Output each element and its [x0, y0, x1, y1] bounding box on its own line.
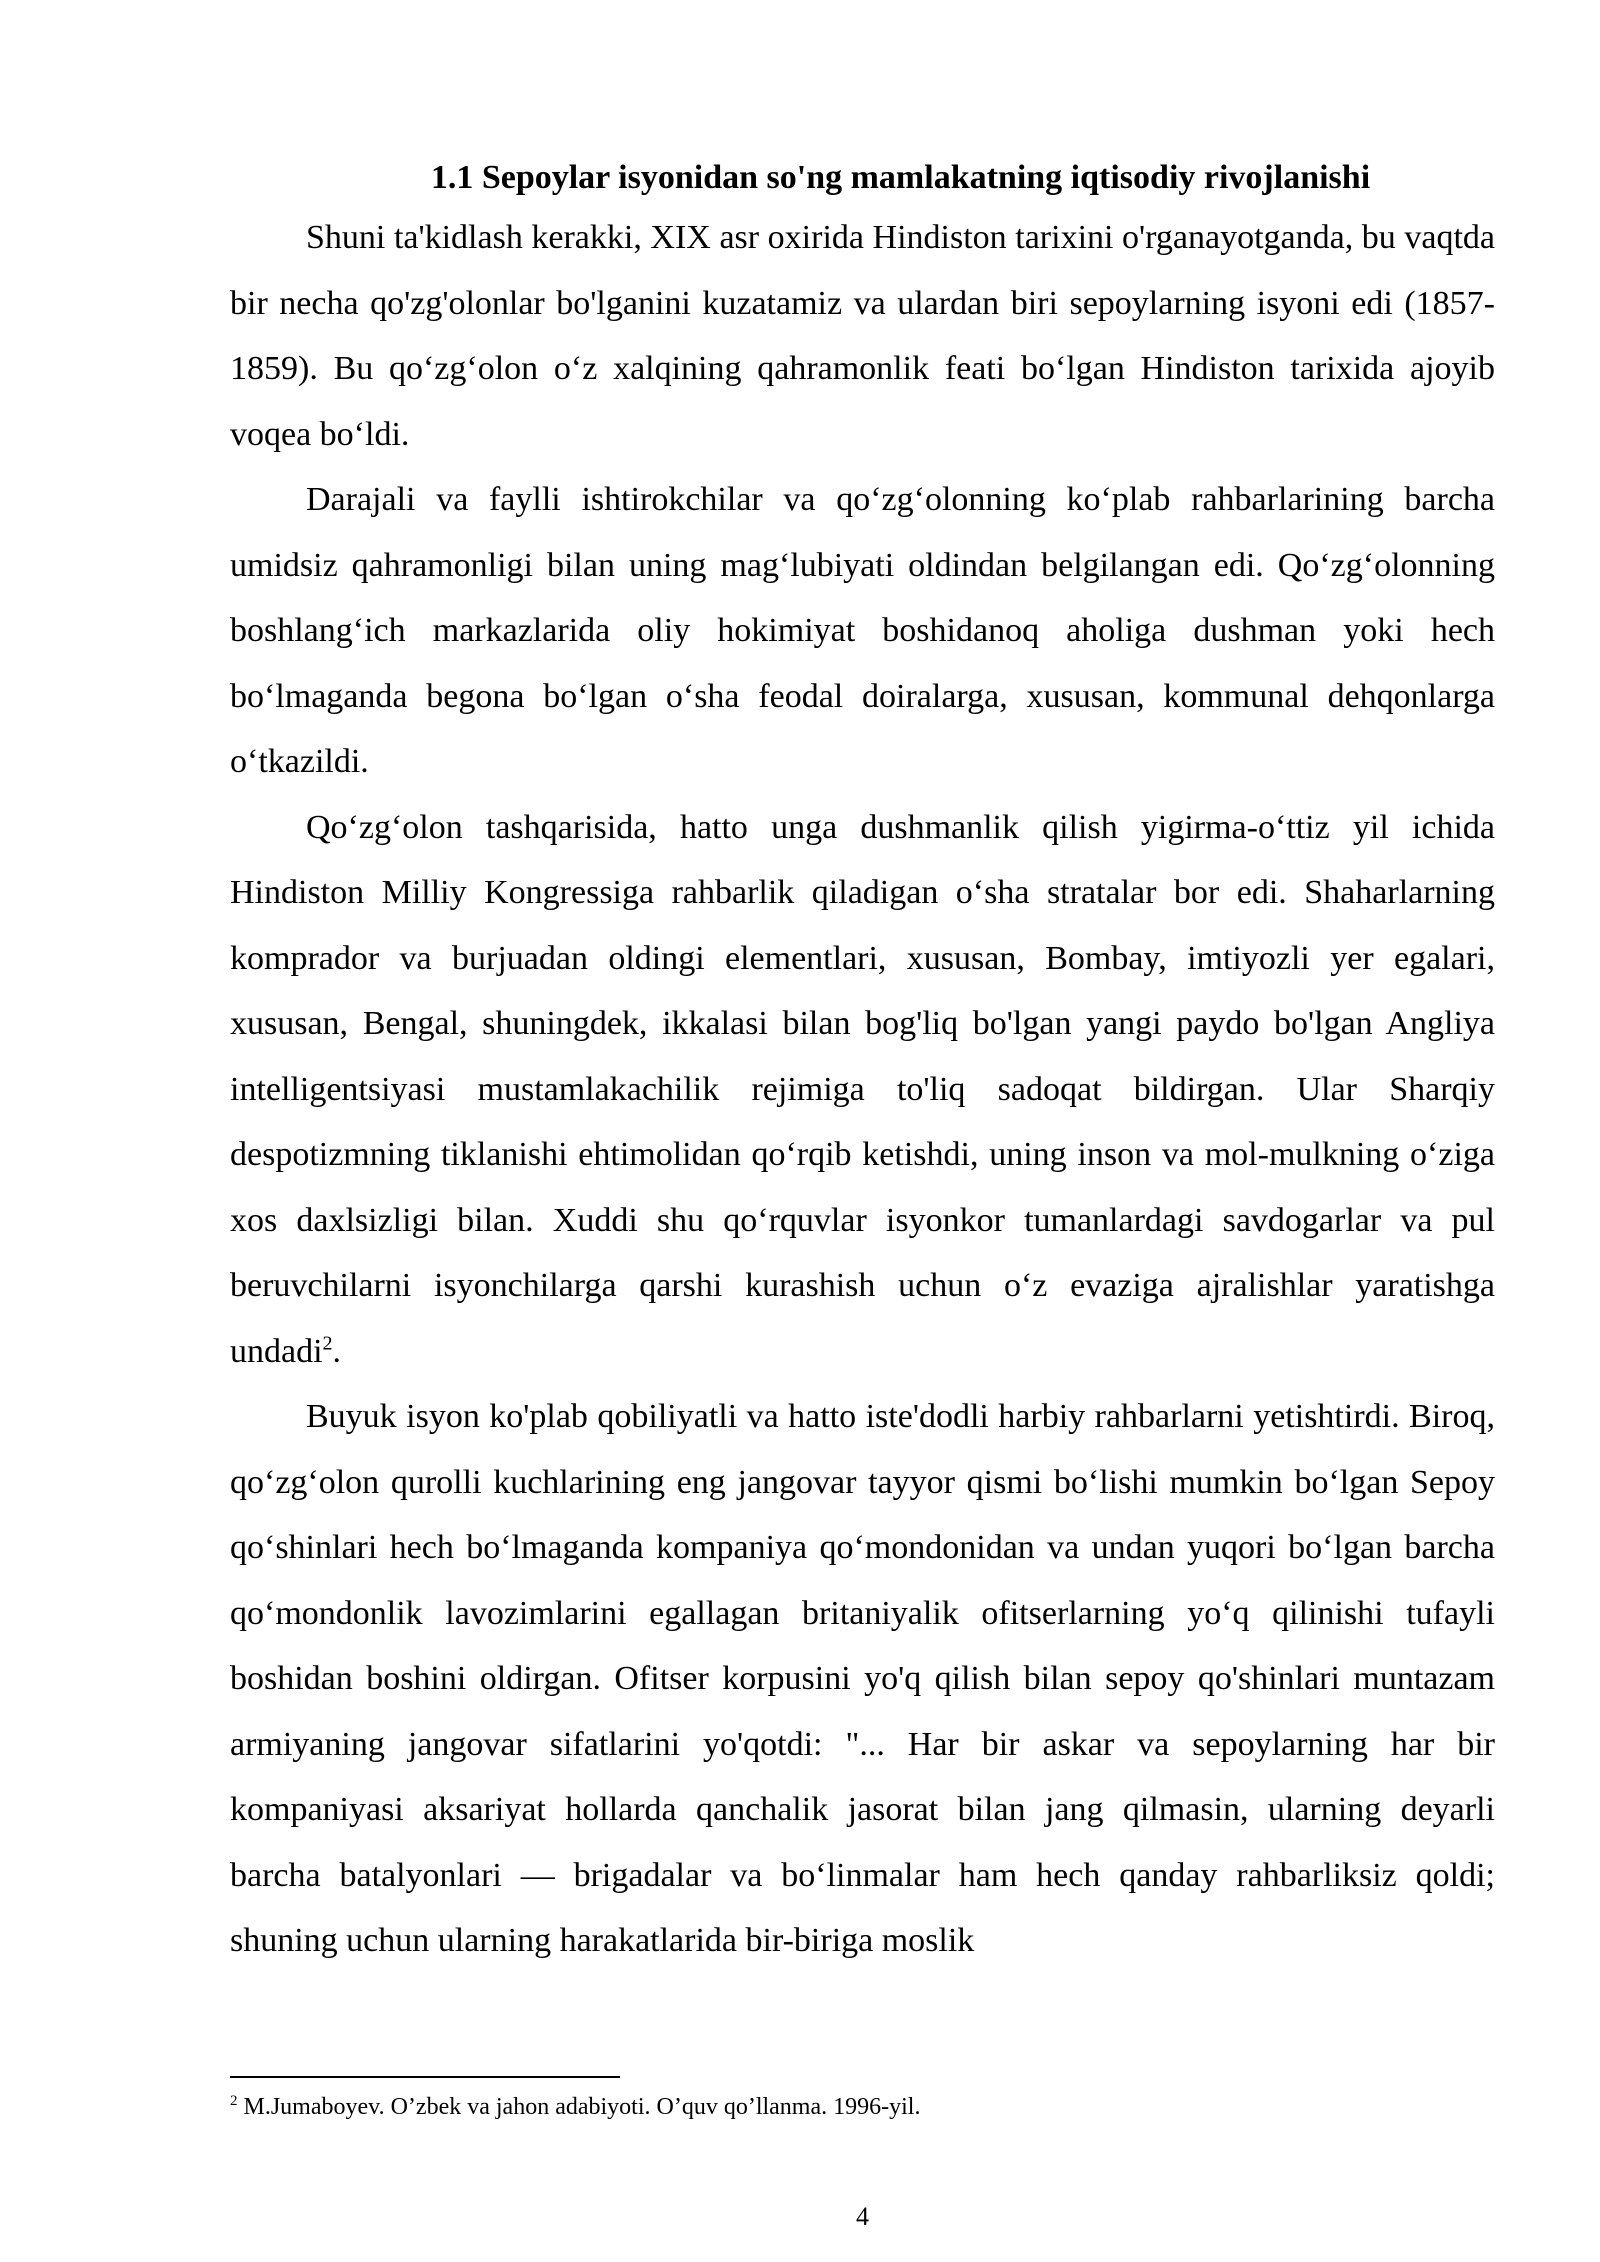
footnote-text: M.Jumaboyev. O’zbek va jahon adabiyoti. O’quv qo’llanma. 1996-yil. — [243, 2094, 921, 2120]
paragraph-1: Shuni ta'kidlash kerakki, XIX asr oxirida Hindiston tarixini o'rganayotganda, bu vaqtda bir necha qo'zg'olonlar bo'lganini kuzatamiz va ulardan biri sepoylarning isyoni edi (1857-1859). Bu qo‘zg‘olon o‘z xalqining qahramonlik feati bo‘lgan Hindiston tarixida ajoyib voqea bo‘ldi. — [230, 219, 1495, 453]
main-text — [230, 150, 1495, 1974]
section-heading: 1.1 Sepoylar isyonidan so'ng mamlakatning iqtisodiy rivojlanishi — [430, 159, 1371, 196]
paragraph-2: Darajali va faylli ishtirokchilar va qo‘zg‘olonning ko‘plab rahbarlarining barcha umidsiz qahramonligi bilan uning mag‘lubiyati oldindan belgilangan edi. Qo‘zg‘olonning boshlang‘ich markazlarida oliy hokimiyat boshidanoq aholiga dushman yoki hech bo‘lmaganda begona bo‘lgan o‘sha feodal doiralarga, xususan, kommunal dehqonlarga o‘tkazildi. — [230, 481, 1495, 780]
footnote-reference[interactable]: 2 — [322, 1332, 333, 1355]
paragraph-4: Buyuk isyon ko'plab qobiliyatli va hatto iste'dodli harbiy rahbarlarni yetishtirdi. Biroq, qo‘zg‘olon qurolli kuchlarining eng jangovar tayyor qismi bo‘lishi mumkin bo‘lgan Sepoy qo‘shinlari hech bo‘lmaganda kompaniya qo‘mondonidan va undan yuqori bo‘lgan barcha qo‘mondonlik lavozimlarini egallagan britaniyalik ofitserlarning yo‘q qilinishi tufayli boshidan boshini oldirgan. Ofitser korpusini yo'q qilish bilan sepoy qo'shinlari muntazam armiyaning jangovar sifatlarini yo'qotdi: "... Har bir askar va sepoylarning har bir kompaniyasi aksariyat hollarda qanchalik jasorat bilan jang qilmasin, ularning deyarli barcha batalyonlari — brigadalar va bo‘linmalar ham hech qanday rahbarliksiz qoldi; shuning uchun ularning harakatlarida bir-biriga moslik — [230, 1398, 1495, 1959]
paragraph-3 — [230, 795, 1495, 1385]
page-number: 4 — [856, 2202, 869, 2231]
footnote-divider — [230, 2076, 620, 2078]
paragraph-3-text: Qo‘zg‘olon tashqarisida, hatto unga dushmanlik qilish yigirma-o‘ttiz yil ichida Hindiston Milliy Kongressiga rahbarlik qiladigan o‘sha stratalar bor edi. Shaharlarning komprador va burjuadan oldingi elementlari, xususan, Bombay, imtiyozli yer egalari, xususan, Bengal, shuningdek, ikkalasi bilan bog'liq bo'lgan yangi paydo bo'lgan Angliya intelligentsiyasi mustamlakachilik rejimiga to'liq sadoqat bildirgan. Ular Sharqiy despotizmning tiklanishi ehtimolidan qo‘rqib ketishdi, uning inson va mol-mulkning o‘ziga xos daxlsizligi bilan. Xuddi shu qo‘rquvlar isyonkor tumanlardagi savdogarlar va pul beruvchilarni isyonchilarga qarshi kurashish uchun o‘z evaziga ajralishlar yaratishga undadi — [230, 808, 1495, 1370]
footnote — [230, 2090, 1495, 2124]
paragraph-3-end: . — [332, 1332, 342, 1370]
footnote-number: 2 — [230, 2093, 238, 2109]
